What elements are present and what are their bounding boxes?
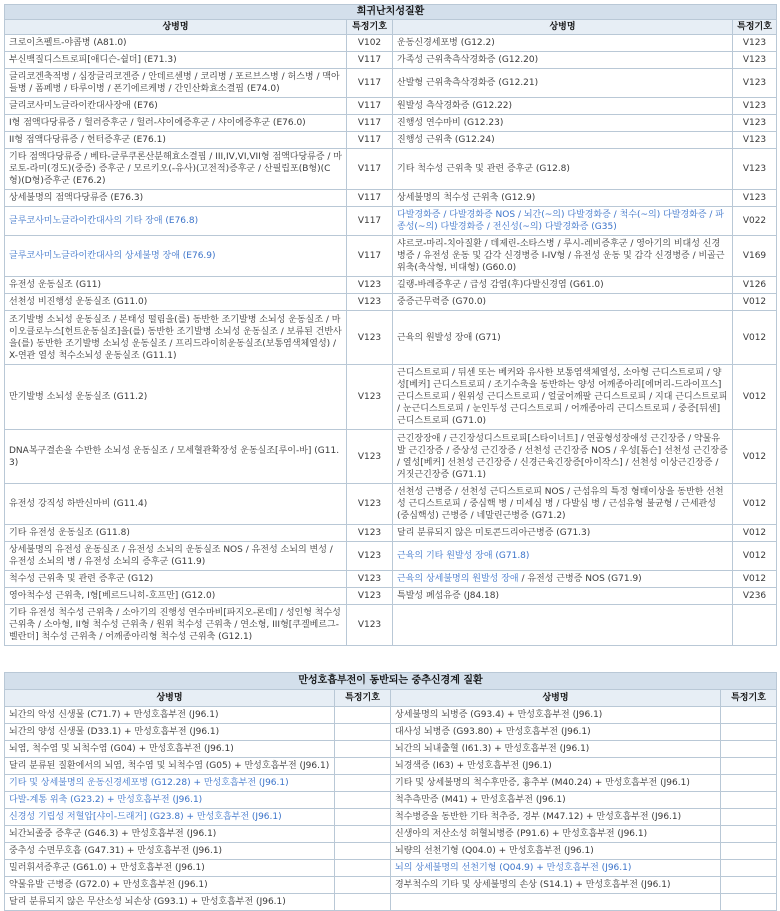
respiratory-suffix: + 만성호흡부전 (J96.1) <box>533 863 632 873</box>
disease-name: 산발형 근위축측삭경화증 (G12.21) <box>393 69 733 98</box>
table-row <box>5 484 777 525</box>
disease-name: 길랭-바레증후군 / 급성 감염(후)다발신경염 (G61.0) <box>393 277 733 294</box>
code: V123 <box>347 525 393 542</box>
disease-name <box>5 860 335 877</box>
table-row <box>5 758 777 775</box>
disease-name: 샤르코-마리-치아질환 / 데제린-소타스병 / 루시-레비증후군 / 영아기의 비대성 신경병증 / 유전성 운동 및 감각 신경병증 I-IV형 / 유전성 운동 및 감각 신경병증 / 비골근위축(축삭형, 비대형) (G60.0) <box>393 236 733 277</box>
disease-name-main: 기타 및 상세불명의 운동신경세포병 (G12.28) <box>9 778 191 788</box>
respiratory-suffix: + 만성호흡부전 (J96.1) <box>109 880 208 890</box>
disease-name: 상세불명의 척수성 근위축 (G12.9) <box>393 190 733 207</box>
disease-name-main: 뇌간뇌졸중 증후군 (G46.3) <box>9 829 119 839</box>
code: V117 <box>347 98 393 115</box>
disease-name-rest: / 유전성 근병증 NOS (G71.9) <box>518 574 642 584</box>
table-row <box>5 894 777 911</box>
code <box>335 809 391 826</box>
disease-name: 달리 분류되지 않은 미토콘드리아근병증 (G71.3) <box>393 525 733 542</box>
disease-name: 원발성 측삭경화증 (G12.22) <box>393 98 733 115</box>
respiratory-suffix: + 만성호흡부전 (J96.1) <box>187 897 286 907</box>
respiratory-suffix: + 만성호흡부전 (J96.1) <box>453 761 552 771</box>
disease-name: 글리코겐축적병 / 심장글리코겐증 / 안데르센병 / 코리병 / 포르브스병 / 허스병 / 맥아들병 / 폼페병 / 타루이병 / 폰기에르케병 / 간인산화효소결핍 (E74.0) <box>5 69 347 98</box>
disease-name-main: 다발-계통 위축 (G23.2) <box>9 795 105 805</box>
code: V169 <box>733 236 777 277</box>
table-row <box>5 294 777 311</box>
code: V102 <box>347 35 393 52</box>
col-header-code-right: 특정기호 <box>721 690 777 707</box>
code <box>721 843 777 860</box>
col-header-name-left: 상병명 <box>5 690 335 707</box>
col-header-code-left: 특정기호 <box>347 20 393 35</box>
code <box>721 860 777 877</box>
disease-name-main: 밀러휘셔증후군 (G61.0) <box>9 863 107 873</box>
table-row <box>5 571 777 588</box>
code: V117 <box>347 52 393 69</box>
respiratory-suffix: + 만성호흡부전 (J96.1) <box>183 812 282 822</box>
code <box>335 724 391 741</box>
disease-name-main: 약물유발 근병증 (G72.0) <box>9 880 110 890</box>
disease-name <box>391 707 721 724</box>
respiratory-suffix: + 만성호흡부전 (J96.1) <box>190 778 289 788</box>
disease-name <box>5 724 335 741</box>
disease-name: 진행성 연수마비 (G12.23) <box>393 115 733 132</box>
code <box>335 860 391 877</box>
code <box>721 724 777 741</box>
respiratory-suffix: + 만성호흡부전 (J96.1) <box>135 744 234 754</box>
disease-name: 근육의 기타 원발성 장애 (G71.8) <box>393 542 733 571</box>
respiratory-suffix: + 만성호흡부전 (J96.1) <box>572 880 671 890</box>
respiratory-suffix: + 만성호흡부전 (J96.1) <box>549 829 648 839</box>
disease-name <box>391 860 721 877</box>
respiratory-suffix: + 만성호흡부전 (J96.1) <box>104 795 203 805</box>
disease-name <box>391 877 721 894</box>
code: V123 <box>733 149 777 190</box>
code: V123 <box>347 430 393 484</box>
disease-name <box>5 775 335 792</box>
code <box>721 775 777 792</box>
disease-name-main: 신경성 기립성 저혈압[샤이-드래거] (G23.8) <box>9 812 184 822</box>
code: V123 <box>733 69 777 98</box>
disease-name <box>391 792 721 809</box>
code: V123 <box>347 588 393 605</box>
code: V123 <box>733 35 777 52</box>
disease-name-main: 뇌간의 악성 신생물 (C71.7) <box>9 710 121 720</box>
disease-name <box>5 843 335 860</box>
col-header-code-right: 특정기호 <box>733 20 777 35</box>
disease-name: 글리코사미노글라이칸대사장애 (E76) <box>5 98 347 115</box>
disease-name-main: 척수병증을 동반한 기타 척추증, 경부 (M47.12) <box>395 812 584 822</box>
disease-name: 상세불명의 점액다당류증 (E76.3) <box>5 190 347 207</box>
code <box>721 741 777 758</box>
disease-name <box>391 809 721 826</box>
code: V117 <box>347 132 393 149</box>
code: V012 <box>733 571 777 588</box>
col-header-code-left: 특정기호 <box>335 690 391 707</box>
code: V012 <box>733 525 777 542</box>
disease-name <box>5 894 335 911</box>
disease-name: 다발경화증 / 다발경화증 NOS / 뇌간(~의) 다발경화증 / 척수(~의) 다발경화증 / 파종성(~의) 다발경화증 / 전신성(~의) 다발경화증 (G35) <box>393 207 733 236</box>
table-row <box>5 311 777 365</box>
respiratory-suffix: + 만성호흡부전 (J96.1) <box>121 727 220 737</box>
code: V012 <box>733 365 777 430</box>
disease-name-highlight: 근육의 상세불명의 원발성 장애 <box>397 574 519 584</box>
disease-name-main: 달리 분류되지 않은 무산소성 뇌손상 (G93.1) <box>9 897 188 907</box>
disease-name <box>5 792 335 809</box>
table-row <box>5 542 777 571</box>
code: V123 <box>347 294 393 311</box>
code <box>721 707 777 724</box>
respiratory-suffix: + 만성호흡부전 (J96.1) <box>495 846 594 856</box>
col-header-name-right: 상병명 <box>391 690 721 707</box>
disease-name: 상세불명의 유전성 운동실조 / 유전성 소뇌의 운동실조 NOS / 유전성 소뇌의 변성 / 유전성 소뇌의 병 / 유전성 소뇌의 증후군 (G11.9) <box>5 542 347 571</box>
disease-name: 근긴장장애 / 근긴장성디스트로피[스타이너트] / 연골형성장애성 근긴장증 / 약물유발 근긴장증 / 증상성 근긴장증 / 선천성 근긴장증 NOS / 우성[톰슨] 선천성 근긴장증 / 열성[베커] 선천성 근긴장증 / 신경근육긴장증[아이작스] / 선천성 이상근긴장증 / 거짓근긴장증 (G71.1) <box>393 430 733 484</box>
code: V012 <box>733 542 777 571</box>
disease-name-main: 신생아의 저산소성 허혈뇌병증 (P91.6) <box>395 829 550 839</box>
disease-name-main: 뇌간의 뇌내출혈 (I61.3) <box>395 744 492 754</box>
disease-name: 근육의 원발성 장애 (G71) <box>393 311 733 365</box>
table-row <box>5 826 777 843</box>
respiratory-suffix: + 만성호흡부전 (J96.1) <box>118 829 217 839</box>
table-row <box>5 207 777 236</box>
code <box>335 826 391 843</box>
code: V117 <box>347 115 393 132</box>
disease-name <box>391 894 721 911</box>
code <box>335 877 391 894</box>
disease-name <box>5 826 335 843</box>
disease-name <box>5 877 335 894</box>
disease-name: 유전성 강직성 하반신마비 (G11.4) <box>5 484 347 525</box>
disease-name: 가족성 근위축측삭경화증 (G12.20) <box>393 52 733 69</box>
table-row <box>5 236 777 277</box>
code: V123 <box>347 571 393 588</box>
disease-name: 선천성 비진행성 운동실조 (G11.0) <box>5 294 347 311</box>
disease-name-main: 기타 및 상세불명의 척수후만증, 흉추부 (M40.24) <box>395 778 592 788</box>
disease-name: I형 점액다당류증 / 헐러증후군 / 헐러-샤이에증후군 / 샤이에증후군 (E76.0) <box>5 115 347 132</box>
respiratory-suffix: + 만성호흡부전 (J96.1) <box>467 795 566 805</box>
code <box>335 741 391 758</box>
chronic-section-title: 만성호흡부전이 동반되는 중추신경계 질환 <box>5 673 777 690</box>
table-row <box>5 98 777 115</box>
disease-name-main: 경부척수의 기타 및 상세불명의 손상 (S14.1) <box>395 880 573 890</box>
disease-name <box>391 724 721 741</box>
disease-name: 부신백질디스트로피[애디슨-쉴더] (E71.3) <box>5 52 347 69</box>
respiratory-suffix: + 만성호흡부전 (J96.1) <box>491 744 590 754</box>
code: V123 <box>733 52 777 69</box>
table-row <box>5 860 777 877</box>
code: V022 <box>733 207 777 236</box>
disease-name <box>391 843 721 860</box>
disease-name-main: 뇌의 상세불명의 선천기형 (Q04.9) <box>395 863 534 873</box>
table-row <box>5 277 777 294</box>
section-gap <box>4 646 776 672</box>
disease-name <box>391 758 721 775</box>
disease-name <box>391 741 721 758</box>
disease-name: 근디스트로피 / 뒤센 또는 베커와 유사한 보통염색체열성, 소아형 근디스트로피 / 양성[베커] 근디스트로피 / 조기수축을 동반하는 양성 어깨종아리[에머리-드라이프스] 근디스트로피 / 원위성 근디스트로피 / 얼굴어깨팔 근디스트로피 / 지대 근디스트로피 / 눈근디스트로피 / 눈인두성 근디스트로피 / 어깨종아리 근디스트로피 / 중증[뒤센] 근디스트로피 (G71.0) <box>393 365 733 430</box>
code <box>335 707 391 724</box>
disease-name-main: 상세불명의 뇌병증 (G93.4) <box>395 710 505 720</box>
code <box>335 843 391 860</box>
code: V123 <box>733 115 777 132</box>
code: V117 <box>347 69 393 98</box>
table-row <box>5 365 777 430</box>
disease-name: DNA복구결손을 수반한 소뇌성 운동실조 / 모세혈관확장성 운동실조[루이-바] (G11.3) <box>5 430 347 484</box>
table-row <box>5 877 777 894</box>
disease-name <box>5 809 335 826</box>
code: V126 <box>733 277 777 294</box>
code: V012 <box>733 430 777 484</box>
col-header-name-left: 상병명 <box>5 20 347 35</box>
table-row <box>5 741 777 758</box>
disease-name: 영아척수성 근위축, I형[베르드니히-호프만] (G12.0) <box>5 588 347 605</box>
table-row <box>5 843 777 860</box>
code <box>335 775 391 792</box>
disease-name-main: 뇌량의 선천기형 (Q04.0) <box>395 846 496 856</box>
respiratory-suffix: + 만성호흡부전 (J96.1) <box>583 812 682 822</box>
disease-name: 기타 유전성 척수성 근위축 / 소아기의 진행성 연수마비[파지오-론데] / 성인형 척수성 근위축 / 소아형, II형 척수성 근위축 / 원위 척수성 근위축 / 연소형, III형[쿠겔베르그-벨란더] 척수성 근위축 / 어깨종아리형 척수성 근위축 (G12.1) <box>5 605 347 646</box>
respiratory-suffix: + 만성호흡부전 (J96.1) <box>124 846 223 856</box>
respiratory-suffix: + 만성호흡부전 (J96.1) <box>231 761 330 771</box>
disease-name: 선천성 근병증 / 선천성 근디스트로피 NOS / 근섬유의 특정 형태이상을 동반한 선천성 근디스트로피 / 중심핵 병 / 미세심 병 / 다발심 병 / 근섬유형 불균형 / 근세관성(중심핵성) 근병증 / 네말린근병증 (G71.2) <box>393 484 733 525</box>
code: V123 <box>347 542 393 571</box>
disease-name: 운동신경세포병 (G12.2) <box>393 35 733 52</box>
code: V012 <box>733 311 777 365</box>
disease-name: 크로이츠펠트-야콥병 (A81.0) <box>5 35 347 52</box>
disease-name: 척수성 근위축 및 관련 증후군 (G12) <box>5 571 347 588</box>
table-row <box>5 149 777 190</box>
code: V236 <box>733 588 777 605</box>
disease-name: 진행성 근위축 (G12.24) <box>393 132 733 149</box>
table-row <box>5 430 777 484</box>
code <box>335 894 391 911</box>
table-row <box>5 588 777 605</box>
table-row <box>5 69 777 98</box>
code: V123 <box>347 277 393 294</box>
table-row <box>5 52 777 69</box>
code <box>733 605 777 646</box>
disease-name: 기타 점액다당류증 / 베타-글루쿠론산분해효소결핍 / III,IV,VI,VII형 점액다당류증 / 마로토-라미(경도)(중증) 증후군 / 모르키오(-유사)(고전적)증후군 / 산필립포(B형)(C형)(D형)증후군 (E76.2) <box>5 149 347 190</box>
table-row <box>5 132 777 149</box>
disease-name: 중증근무력증 (G70.0) <box>393 294 733 311</box>
disease-name-main: 중추성 수면무호흡 (G47.31) <box>9 846 125 856</box>
rare-disease-table <box>4 4 777 646</box>
disease-name <box>391 775 721 792</box>
table-row <box>5 190 777 207</box>
disease-name-main: 대사성 뇌병증 (G93.80) <box>395 727 493 737</box>
disease-name: 글루코사미노글라이칸대사의 상세불명 장애 (E76.9) <box>5 236 347 277</box>
disease-name <box>393 605 733 646</box>
code: V117 <box>347 190 393 207</box>
disease-name-main: 뇌염, 척수염 및 뇌척수염 (G04) <box>9 744 136 754</box>
code: V123 <box>347 605 393 646</box>
code <box>335 758 391 775</box>
disease-name: 기타 척수성 근위축 및 관련 증후군 (G12.8) <box>393 149 733 190</box>
code <box>721 894 777 911</box>
code: V123 <box>733 132 777 149</box>
code <box>721 877 777 894</box>
code <box>721 826 777 843</box>
code: V123 <box>733 98 777 115</box>
code: V123 <box>347 311 393 365</box>
disease-name: 기타 유전성 운동실조 (G11.8) <box>5 525 347 542</box>
disease-name: 특발성 폐섬유증 (J84.18) <box>393 588 733 605</box>
page <box>4 4 776 911</box>
table-row <box>5 792 777 809</box>
disease-name <box>5 741 335 758</box>
code: V123 <box>347 365 393 430</box>
disease-name: 조기발병 소뇌성 운동실조 / 본태성 떨림을(를) 동반한 조기발병 소뇌성 운동실조 / 마이오클로누스[헌트운동실조]을(를) 동반한 조기발병 소뇌성 운동실조 / 보류된 건반사을(를) 동반한 조기발병 소뇌성 운동실조 / 프리드라이히운동실조(보통염색체열성) / X-연관 열성 척수소뇌성 운동실조 (G11.1) <box>5 311 347 365</box>
code: V123 <box>347 484 393 525</box>
code: V012 <box>733 484 777 525</box>
code: V117 <box>347 207 393 236</box>
disease-name: 만기발병 소뇌성 운동실조 (G11.2) <box>5 365 347 430</box>
code: V117 <box>347 236 393 277</box>
disease-name <box>5 707 335 724</box>
table-row <box>5 115 777 132</box>
table-row <box>5 809 777 826</box>
code: V012 <box>733 294 777 311</box>
disease-name-main: 뇌간의 양성 신생물 (D33.1) <box>9 727 122 737</box>
respiratory-suffix: + 만성호흡부전 (J96.1) <box>504 710 603 720</box>
table-row <box>5 724 777 741</box>
disease-name: 글루코사미노글라이칸대사의 기타 장애 (E76.8) <box>5 207 347 236</box>
code: V123 <box>733 190 777 207</box>
table-row <box>5 605 777 646</box>
code <box>721 792 777 809</box>
disease-name <box>5 758 335 775</box>
disease-name: 유전성 운동실조 (G11) <box>5 277 347 294</box>
disease-name <box>393 571 733 588</box>
code <box>721 758 777 775</box>
table-row <box>5 35 777 52</box>
disease-name-main: 뇌경색증 (I63) <box>395 761 454 771</box>
table-row <box>5 707 777 724</box>
disease-name: II형 점액다당류증 / 헌터증후군 (E76.1) <box>5 132 347 149</box>
respiratory-suffix: + 만성호흡부전 (J96.1) <box>492 727 591 737</box>
code: V117 <box>347 149 393 190</box>
chronic-respiratory-table <box>4 672 777 911</box>
respiratory-suffix: + 만성호흡부전 (J96.1) <box>120 710 219 720</box>
code <box>335 792 391 809</box>
code <box>721 809 777 826</box>
disease-name-main: 달리 분류된 질환에서의 뇌염, 척수염 및 뇌척수염 (G05) <box>9 761 232 771</box>
table-row <box>5 525 777 542</box>
table-row <box>5 775 777 792</box>
disease-name-main: 척추측만증 (M41) <box>395 795 468 805</box>
respiratory-suffix: + 만성호흡부전 (J96.1) <box>106 863 205 873</box>
respiratory-suffix: + 만성호흡부전 (J96.1) <box>591 778 690 788</box>
disease-name <box>391 826 721 843</box>
rare-section-title: 희귀난치성질환 <box>5 5 777 20</box>
col-header-name-right: 상병명 <box>393 20 733 35</box>
